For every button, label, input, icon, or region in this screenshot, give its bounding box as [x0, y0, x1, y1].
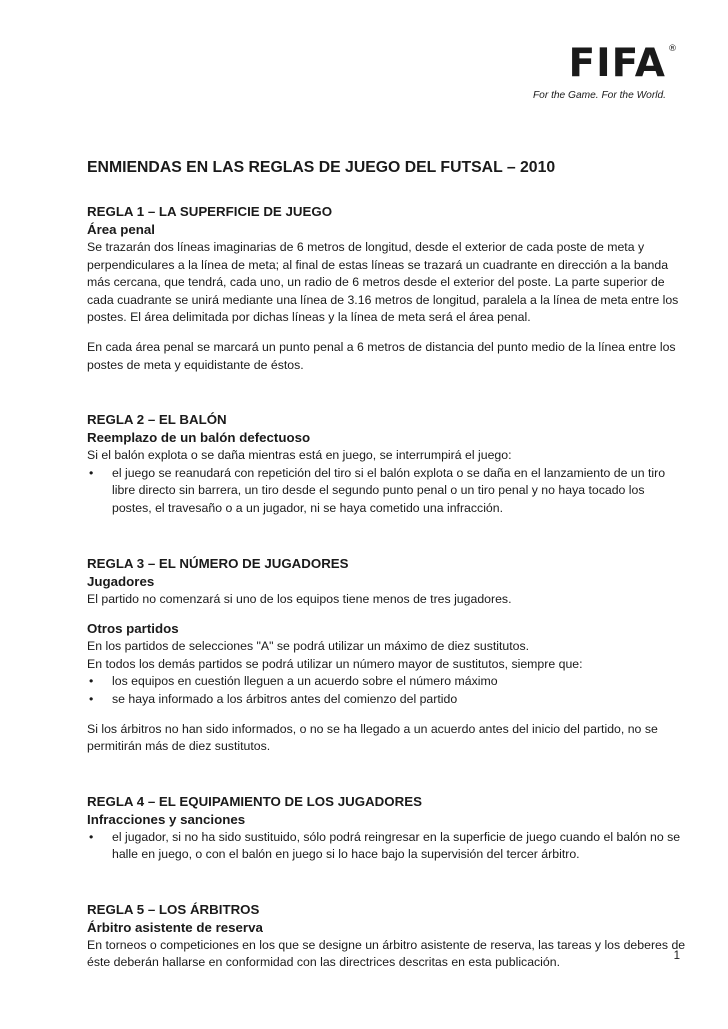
list-item	[87, 829, 687, 864]
list-item	[87, 465, 687, 518]
fifa-logo	[568, 41, 678, 86]
list-item-text: los equipos en cuestión lleguen a un acuerdo sobre el número máximo	[112, 674, 498, 689]
page-number: 1	[673, 950, 680, 962]
bullet-symbol: •	[89, 829, 94, 844]
subsection-heading: Infracciones y sanciones	[87, 811, 246, 827]
paragraph-line: En todos los demás partidos se podrá utilizar un número mayor de sustitutos, siempre que:	[87, 656, 583, 671]
paragraph: Se trazarán dos líneas imaginarias de 6 metros de longitud, desde el exterior de cada poste de meta y perpendiculares a la línea de meta; al final de estas líneas se trazará un cuadrante en dirección a la banda más cercana, que tendrá, cada uno, un radio de 6 metros desde el exterior del poste. La parte superior de cada cuadrante se unirá mediante una línea de 3.16 metros de longitud, paralela a la línea de meta entre los postes. El área delimitada por dichas líneas y la línea de meta será el área penal.	[87, 240, 679, 325]
tagline: For the Game. For the World.	[532, 90, 666, 101]
list-item	[87, 673, 687, 691]
list-item-text: el juego se reanudará con repetición del tiro si el balón explota o se daña en el lanzamiento de un tiro libre directo sin barrera, un tiro desde el segundo punto penal o un tiro penal y no haya tocado los postes, el travesaño o a un jugador, ni se haya cometido una infracción.	[112, 465, 666, 515]
paragraph: Si el balón explota o se daña mientras está en juego, se interrumpirá el juego:	[87, 448, 512, 463]
section-regla-1	[87, 203, 687, 374]
section-regla-3	[87, 555, 687, 756]
bullet-symbol: •	[89, 465, 94, 480]
fifa-logo-area	[532, 41, 678, 101]
subsection-heading: Otros partidos	[87, 621, 179, 637]
document-body	[87, 203, 687, 972]
paragraph: En torneos o competiciones en los que se designe un árbitro asistente de reserva, las tareas y los deberes de éste deberán hallarse en conformidad con las directrices descritas en esta publicación.	[87, 937, 686, 970]
section-heading: REGLA 3 – EL NÚMERO DE JUGADORES	[87, 555, 349, 571]
section-regla-2	[87, 411, 687, 517]
registered-mark: ®	[668, 44, 678, 54]
subsection-heading: Área penal	[87, 222, 155, 237]
section-regla-5	[87, 901, 687, 972]
section-regla-4	[87, 793, 687, 864]
section-heading: REGLA 4 – EL EQUIPAMIENTO DE LOS JUGADORES	[87, 793, 422, 809]
section-heading: REGLA 5 – LOS ÁRBITROS	[87, 901, 260, 917]
paragraph: El partido no comenzará si uno de los equipos tiene menos de tres jugadores.	[87, 591, 512, 606]
fifa-logo-text: FIFA	[568, 41, 666, 86]
paragraph-line: En los partidos de selecciones "A" se podrá utilizar un máximo de diez sustitutos.	[87, 639, 530, 654]
bullet-list	[87, 829, 687, 864]
list-item-text: el jugador, si no ha sido sustituido, sólo podrá reingresar en la superficie de juego cuando el balón no se halle en juego, o con el balón en juego si lo hace bajo la supervisión del tercer árbitro.	[112, 829, 681, 862]
bullet-list	[87, 465, 687, 518]
bullet-symbol: •	[89, 674, 94, 689]
list-item-text: se haya informado a los árbitros antes del comienzo del partido	[112, 691, 458, 706]
section-heading: REGLA 2 – EL BALÓN	[87, 412, 227, 428]
subsection-heading: Árbitro asistente de reserva	[87, 919, 263, 935]
paragraph: En cada área penal se marcará un punto penal a 6 metros de distancia del punto medio de la línea entre los postes de meta y equidistante de éstos.	[87, 339, 676, 372]
bullet-symbol: •	[89, 691, 94, 706]
list-item	[87, 691, 687, 709]
subsection-heading: Jugadores	[87, 573, 155, 589]
bullet-list	[87, 673, 687, 708]
document-title: ENMIENDAS EN LAS REGLAS DE JUEGO DEL FUTSAL – 2010	[87, 159, 556, 176]
section-heading: REGLA 1 – LA SUPERFICIE DE JUEGO	[87, 204, 333, 219]
subsection-heading: Reemplazo de un balón defectuoso	[87, 430, 311, 446]
paragraph: Si los árbitros no han sido informados, o no se ha llegado a un acuerdo antes del inicio del partido, no se permitirán más de diez sustitutos.	[87, 721, 658, 754]
